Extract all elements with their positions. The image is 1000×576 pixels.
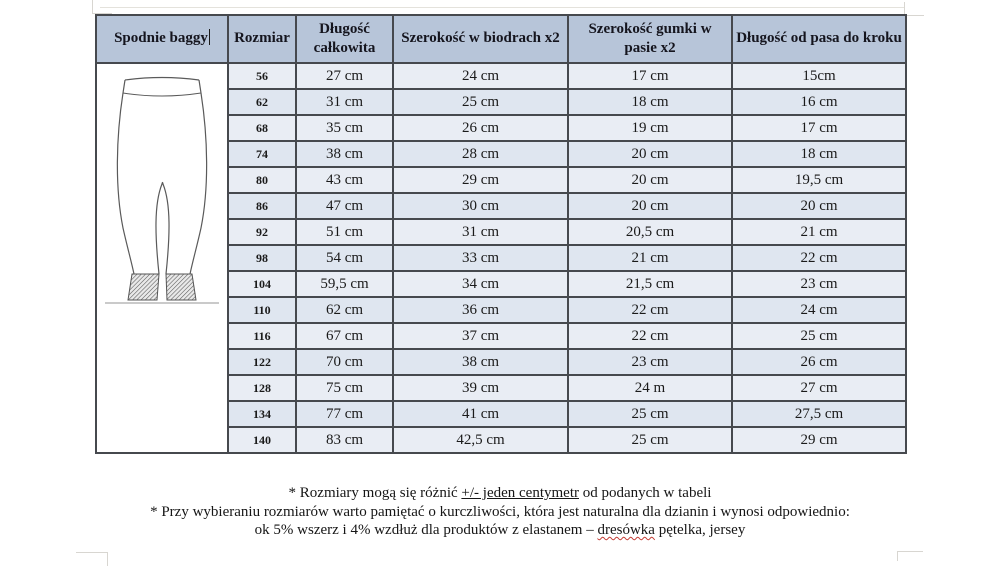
elastic-cell: 21,5 cm	[568, 271, 732, 297]
crotch-cell: 27 cm	[732, 375, 906, 401]
spellcheck-word: dresówka	[597, 522, 655, 538]
crotch-cell: 25 cm	[732, 323, 906, 349]
boundary-mark-bottom-left	[107, 552, 108, 566]
pants-figure-cell	[96, 63, 228, 453]
hips-cell: 39 cm	[393, 375, 568, 401]
hips-cell: 26 cm	[393, 115, 568, 141]
column-header-waist-to-crotch: Długość od pasa do kroku	[732, 15, 906, 63]
length-cell: 83 cm	[296, 427, 393, 453]
size-cell: 134	[228, 401, 296, 427]
hips-cell: 24 cm	[393, 63, 568, 89]
size-cell: 86	[228, 193, 296, 219]
crotch-cell: 22 cm	[732, 245, 906, 271]
length-cell: 31 cm	[296, 89, 393, 115]
size-chart-table	[95, 14, 907, 454]
hips-cell: 28 cm	[393, 141, 568, 167]
footnote-shrinkage: * Przy wybieraniu rozmiarów warto pamiętać o kurczliwości, która jest naturalna dla dzianin i wynosi odpowiednio:	[150, 503, 850, 520]
baggy-pants-drawing	[101, 68, 223, 306]
length-cell: 51 cm	[296, 219, 393, 245]
text-cursor	[209, 29, 210, 45]
size-cell: 116	[228, 323, 296, 349]
length-cell: 59,5 cm	[296, 271, 393, 297]
crotch-cell: 29 cm	[732, 427, 906, 453]
table-row	[96, 63, 906, 89]
product-title: Spodnie baggy	[114, 30, 208, 47]
elastic-cell: 22 cm	[568, 323, 732, 349]
boundary-mark-top-left	[92, 0, 93, 14]
elastic-cell: 20 cm	[568, 193, 732, 219]
size-cell: 92	[228, 219, 296, 245]
hips-cell: 30 cm	[393, 193, 568, 219]
elastic-cell: 18 cm	[568, 89, 732, 115]
hips-cell: 31 cm	[393, 219, 568, 245]
column-header-hip-width: Szerokość w biodrach x2	[393, 15, 568, 63]
hips-cell: 29 cm	[393, 167, 568, 193]
hips-cell: 25 cm	[393, 89, 568, 115]
length-cell: 38 cm	[296, 141, 393, 167]
elastic-cell: 25 cm	[568, 401, 732, 427]
size-cell: 68	[228, 115, 296, 141]
size-cell: 104	[228, 271, 296, 297]
size-cell: 80	[228, 167, 296, 193]
crotch-cell: 16 cm	[732, 89, 906, 115]
boundary-mark-bottom-right	[897, 551, 898, 561]
size-cell: 110	[228, 297, 296, 323]
hips-cell: 42,5 cm	[393, 427, 568, 453]
size-cell: 122	[228, 349, 296, 375]
crotch-cell: 26 cm	[732, 349, 906, 375]
length-cell: 27 cm	[296, 63, 393, 89]
elastic-cell: 23 cm	[568, 349, 732, 375]
size-cell: 98	[228, 245, 296, 271]
crotch-cell: 18 cm	[732, 141, 906, 167]
elastic-cell: 22 cm	[568, 297, 732, 323]
length-cell: 43 cm	[296, 167, 393, 193]
size-cell: 62	[228, 89, 296, 115]
length-cell: 75 cm	[296, 375, 393, 401]
crotch-cell: 20 cm	[732, 193, 906, 219]
underlined-tolerance: +/- jeden centymetr	[461, 485, 579, 501]
hips-cell: 38 cm	[393, 349, 568, 375]
hips-cell: 37 cm	[393, 323, 568, 349]
column-header-size: Rozmiar	[228, 15, 296, 63]
elastic-cell: 20 cm	[568, 167, 732, 193]
crotch-cell: 19,5 cm	[732, 167, 906, 193]
text-boundary-top-line	[100, 7, 905, 8]
crotch-cell: 27,5 cm	[732, 401, 906, 427]
size-cell: 128	[228, 375, 296, 401]
elastic-cell: 17 cm	[568, 63, 732, 89]
footnote-shrinkage-values: ok 5% wszerz i 4% wzdłuż dla produktów z elastanem – dresówka pętelka, jersey	[254, 522, 746, 538]
crotch-cell: 24 cm	[732, 297, 906, 323]
elastic-cell: 20 cm	[568, 141, 732, 167]
length-cell: 77 cm	[296, 401, 393, 427]
hips-cell: 36 cm	[393, 297, 568, 323]
column-header-total-length: Długość całkowita	[296, 15, 393, 63]
hips-cell: 33 cm	[393, 245, 568, 271]
elastic-cell: 19 cm	[568, 115, 732, 141]
hips-cell: 34 cm	[393, 271, 568, 297]
crotch-cell: 17 cm	[732, 115, 906, 141]
boundary-mark-bottom-left	[76, 552, 108, 553]
footnote-size-tolerance: * Rozmiary mogą się różnić +/- jeden centymetr od podanych w tabeli	[288, 485, 712, 501]
size-cell: 74	[228, 141, 296, 167]
elastic-cell: 21 cm	[568, 245, 732, 271]
length-cell: 67 cm	[296, 323, 393, 349]
boundary-mark-bottom-right	[897, 551, 923, 552]
length-cell: 54 cm	[296, 245, 393, 271]
header-row	[96, 15, 906, 63]
boundary-mark-top-right	[904, 15, 924, 16]
length-cell: 70 cm	[296, 349, 393, 375]
length-cell: 47 cm	[296, 193, 393, 219]
elastic-cell: 24 m	[568, 375, 732, 401]
footnotes	[0, 484, 1000, 540]
elastic-cell: 20,5 cm	[568, 219, 732, 245]
size-cell: 56	[228, 63, 296, 89]
length-cell: 62 cm	[296, 297, 393, 323]
column-header-waist-elastic: Szerokość gumki w pasie x2	[568, 15, 732, 63]
crotch-cell: 23 cm	[732, 271, 906, 297]
product-title-cell[interactable]	[96, 15, 228, 63]
length-cell: 35 cm	[296, 115, 393, 141]
size-cell: 140	[228, 427, 296, 453]
crotch-cell: 15cm	[732, 63, 906, 89]
elastic-cell: 25 cm	[568, 427, 732, 453]
crotch-cell: 21 cm	[732, 219, 906, 245]
hips-cell: 41 cm	[393, 401, 568, 427]
